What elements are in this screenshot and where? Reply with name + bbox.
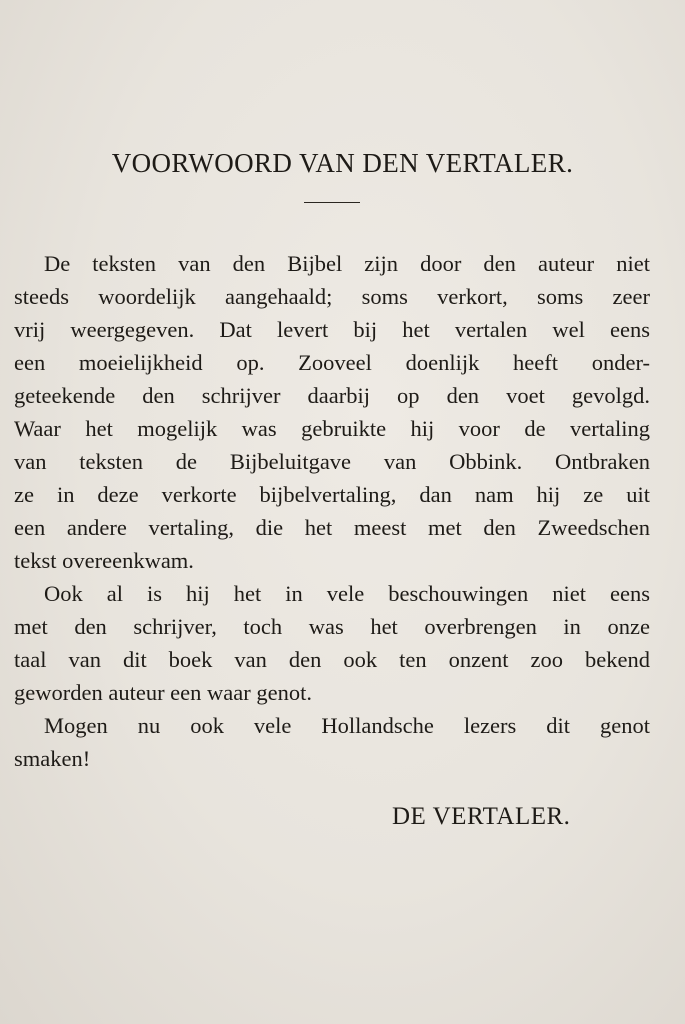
page-title: VOORWOORD VAN DEN VERTALER. (111, 148, 574, 178)
text-line: met den schrijver, toch was het overbrengen in onze (14, 614, 650, 639)
text-line: een moeielijkheid op. Zooveel doenlijk heeft onder- (14, 350, 650, 375)
signature: DE VERTALER. (392, 803, 571, 830)
text-line: Ook al is hij het in vele beschouwingen niet eens (44, 581, 650, 606)
text-line: De teksten van den Bijbel zijn door den auteur niet (44, 251, 650, 276)
text-line: geteekende den schrijver daarbij op den voet gevolgd. (14, 383, 650, 408)
text-line: tekst overeenkwam. (14, 548, 194, 573)
text-line: een andere vertaling, die het meest met den Zweedschen (14, 515, 650, 540)
text-line: Waar het mogelijk was gebruikte hij voor de vertaling (14, 416, 650, 441)
text-line: vrij weergegeven. Dat levert bij het vertalen wel eens (14, 317, 650, 342)
text-line: Mogen nu ook vele Hollandsche lezers dit genot (44, 713, 650, 738)
text-line: van teksten de Bijbeluitgave van Obbink. Ontbraken (14, 449, 650, 474)
paragraph-3 (14, 709, 650, 775)
text-line: geworden auteur een waar genot. (14, 680, 312, 705)
text-line: steeds woordelijk aangehaald; soms verkort, soms zeer (14, 284, 650, 309)
text-line: taal van dit boek van den ook ten onzent zoo bekend (14, 647, 650, 672)
title-divider (304, 202, 360, 203)
text-line: smaken! (14, 746, 91, 771)
preface-body (14, 247, 650, 775)
paragraph-2 (14, 577, 650, 709)
text-line: ze in deze verkorte bijbelvertaling, dan nam hij ze uit (14, 482, 650, 507)
paragraph-1 (14, 247, 650, 577)
